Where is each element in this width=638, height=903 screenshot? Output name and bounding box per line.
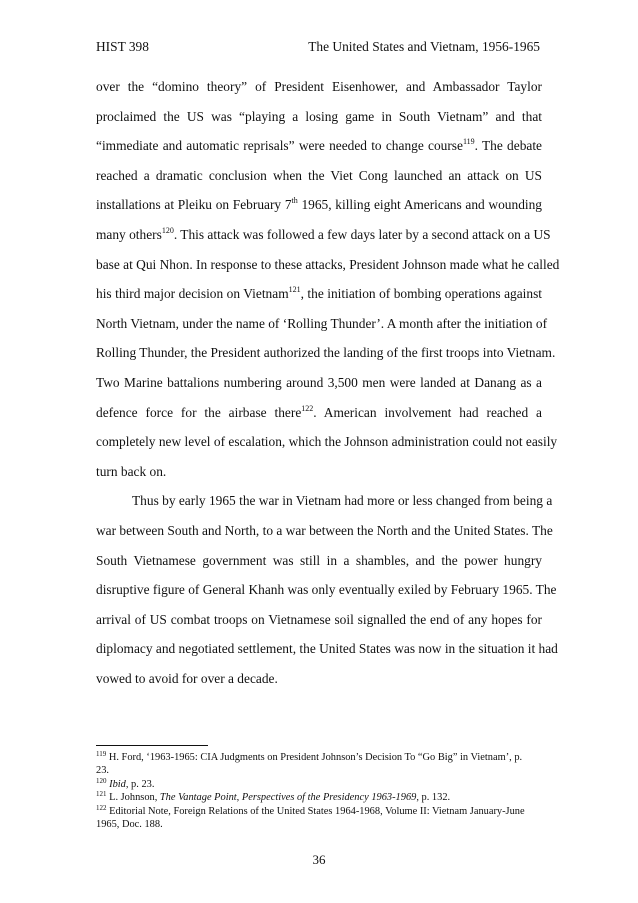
page-number: 36 (312, 852, 326, 867)
text-line: diplomacy and negotiated settlement, the United States was now in the situation it had (96, 641, 558, 657)
text-line: arrival of US combat troops on Vietnamese soil signalled the end of any hopes for (96, 611, 542, 627)
text-line: over the “domino theory” of President Eisenhower, and Ambassador Taylor (96, 79, 542, 94)
text-line: base at Qui Nhon. In response to these attacks, President Johnson made what he called (96, 256, 560, 272)
ordinal-suffix: th (291, 196, 298, 206)
footnote-number: 120 (96, 776, 107, 785)
footnote-119-continued: 23. (96, 765, 109, 777)
footnote-number: 119 (96, 750, 107, 758)
footnote-122-continued: 1965, Doc. 188. (96, 819, 163, 831)
text-line: disruptive figure of General Khanh was only eventually exiled by February 1965. The (96, 582, 557, 598)
text-line: proclaimed the US was “playing a losing game in South Vietnam” and that (96, 108, 542, 124)
text-line: reached a dramatic conclusion when the Viet Cong launched an attack on US (96, 167, 542, 183)
text-line: war between South and North, to a war between the North and the United States. The (96, 522, 553, 538)
footnote-121: $^{121}$ L. Johnson, The Vantage Point, Perspectives of the Presidency 1963-1969, p. 132. (96, 790, 451, 804)
footnote-119: $^{119}$ H. Ford, ‘1963-1965: CIA Judgments on President Johnson’s Decision To “Go Big” in Vietnam’, p. (96, 750, 523, 763)
text-line: “immediate and automatic reprisals” were needed to change course$^{119}$. The debate (96, 137, 542, 154)
footnote-divider (96, 745, 208, 746)
text-line: defence force for the airbase there$^{122}$. American involvement had reached a (96, 403, 542, 420)
text-line: South Vietnamese government was still in a shambles, and the power hungry (96, 552, 542, 568)
text-line: turn back on. (96, 463, 167, 479)
footnote-122: $^{122}$ Editorial Note, Foreign Relations of the United States 1964-1968, Volume II: Vietnam January-June (96, 803, 525, 817)
paragraph-first-line: Thus by early 1965 the war in Vietnam had more or less changed from being a (132, 493, 553, 509)
footnote-120: $^{120}$ Ibid, p. 23. (96, 776, 155, 790)
footnote-number: 121 (96, 790, 107, 799)
footnote-ref[interactable]: 119 (462, 137, 475, 147)
text-line: many others$^{120}$. This attack was followed a few days later by a second attack on a US (96, 225, 551, 242)
text-line: vowed to avoid for over a decade. (96, 670, 278, 686)
text-line: Rolling Thunder, the President authorized the landing of the first troops into Vietnam. (96, 345, 556, 361)
footnote-number: 122 (96, 803, 107, 812)
text-line: Two Marine battalions numbering around 3,500 men were landed at Danang as a (96, 374, 542, 390)
text-line: North Vietnam, under the name of ‘Rolling Thunder’. A month after the initiation of (96, 315, 548, 331)
footnote-ref[interactable]: 120 (161, 225, 174, 235)
footnotes (96, 751, 542, 831)
running-header-title: The United States and Vietnam, 1956-1965 (308, 39, 540, 54)
text-line: completely new level of escalation, which the Johnson administration could not easily (96, 434, 558, 450)
footnote-ref[interactable]: 121 (288, 285, 301, 295)
body-text (96, 72, 560, 693)
footnote-ref[interactable]: 122 (301, 403, 314, 413)
text-line: installations at Pleiku on February 7th 1965, killing eight Americans and wounding (96, 196, 542, 213)
running-header-course: HIST 398 (96, 39, 149, 54)
text-line: his third major decision on Vietnam$^{121}$, the initiation of bombing operations against (96, 285, 542, 302)
